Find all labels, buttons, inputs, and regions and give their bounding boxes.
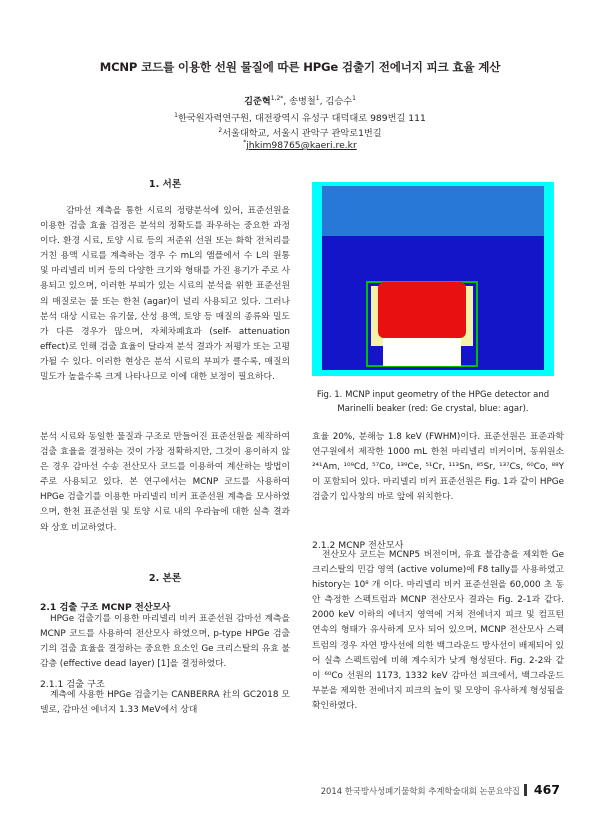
author-3: 김승수 xyxy=(325,96,353,107)
affiliation-2 xyxy=(0,125,600,139)
page-number: 467 xyxy=(533,782,560,797)
author-sep: , xyxy=(283,96,290,107)
author-sep: , xyxy=(319,96,326,107)
affiliation-1 xyxy=(0,110,600,124)
corresponding-email xyxy=(0,140,600,151)
page-footer xyxy=(321,782,560,797)
author-line xyxy=(0,93,600,107)
structure-paragraph: 계측에 사용한 HPGe 검출기는 CANBERRA 社의 GC2018 모델로, 감마선 에너지 1.33 MeV에서 상대 xyxy=(40,690,290,716)
shield-top-cavity xyxy=(322,186,544,236)
section-heading-body: 2. 본론 xyxy=(148,573,182,584)
email-link[interactable]: jhkim98765@kaeri.re.kr xyxy=(246,140,357,151)
simulation-paragraph: 전산모사 코드는 MCNP5 버전이며, 유효 불감층을 제외한 Ge 크리스탈의 민감 영역 (active volume)에 F8 tally를 사용하였고 history는 10⁸ 개 이다. 마리넬리 비커 표준선원을 60,000 초 동안 측정한 스펙트럼과 MCNP 전산모사 결과는 Fig. 2-1과 같다. 2000 keV 이하의 에너지 영역에 거쳐 전에너지 피크 및 컴프턴 연속의 형태가 유사하게 모사 되어 있으며, MCNP 전산모사 스펙트럼의 경우 자연 방사선에 의한 백그라운드 방사선이 배제되어 있어 실측 스펙트럼에 비해 계수치가 낮게 형성된다. Fig. 2-2와 같이 ⁶⁰Co 선원의 1173, 1332 keV 감마선 피크에서, 백그라운드 부분을 제외한 전에너지 피크의 높이 및 모양이 유사하게 형성됨을 확인하였다. xyxy=(312,550,564,711)
subsection-paragraph-mcnp: HPGe 검출기를 이용한 마리넬리 비커 표준선원 감마선 계측을 MCNP 코드를 사용하여 전산모사 하였으며, p-type HPGe 검출기의 검출 효율을 결정하는 중요한 요소인 Ge 크리스탈의 유효 불감층 (effective dead layer) [1]을 결정하였다. xyxy=(40,614,290,670)
author-2-sup: 1 xyxy=(315,95,320,102)
author-3-sup: 1 xyxy=(352,95,356,102)
footer-text: 2014 한국방사성폐기물학회 추계학술대회 논문요약집 xyxy=(320,786,520,796)
author-1: 김준혁 xyxy=(244,96,271,107)
author-1-sup: 1,2* xyxy=(270,95,284,102)
footer-separator xyxy=(524,784,527,796)
paper-title: MCNP 코드를 이용한 선원 물질에 따른 HPGe 검출기 전에너지 피크 효율 계산 xyxy=(99,60,501,74)
right-paragraph-1: 효율 20%, 분해능 1.8 keV (FWHM)이다. 표준선원은 표준과학연구원에서 제작한 1000 mL 한천 마리넬리 비커이며, 동위원소 ²⁴¹Am, ¹⁰⁹Cd, ⁵⁷Co, ¹³⁹Ce, ⁵¹Cr, ¹¹³Sn, ⁸⁵Sr, ¹³⁷Cs, ⁶⁰Co, ⁸⁸Y이 포함되어 있다. 마리넬리 비커 표준선원은 Fig. 1과 같이 HPGe 검출기 입사창의 바로 앞에 위치한다. xyxy=(312,432,564,503)
section-heading-intro: 1. 서론 xyxy=(148,179,182,190)
ge-crystal xyxy=(378,282,466,338)
subsection-heading-mcnp: 2.1 검출 구조 MCNP 전산모사 xyxy=(40,602,171,613)
affiliation-text: 한국원자력연구원, 대전광역시 유성구 대덕대로 989번길 111 xyxy=(177,113,426,124)
figure-caption: Fig. 1. MCNP input geometry of the HPGe detector and Marinelli beaker (red: Ge crystal, blue: agar). xyxy=(316,390,550,414)
subsubsection-heading-structure: 2.1.1 검출 구조 xyxy=(40,679,105,690)
subsubsection-heading-simulation: 2.1.2 MCNP 전산모사 xyxy=(312,540,404,551)
mcnp-geometry-figure xyxy=(312,182,554,376)
author-2: 송병철 xyxy=(289,96,316,107)
intro-paragraph-1: 감마선 계측을 통한 시료의 정량분석에 있어, 표준선원을 이용한 검출 효율 검정은 분석의 정확도를 좌우하는 중요한 과정이다. 환경 시료, 토양 시료 등의 저준위 선원 또는 화학 전처리를 거친 용액 시료를 계측하는 경우 수 mL의 앰플에서 수 L의 원통 및 마리넬리 비커 등의 다양한 크기와 형태를 가진 용기가 주로 사용되고 있으며, 이러한 부피가 있는 시료의 분석을 위한 표준선원의 매질로는 물 또는 한천 (agar)이 널리 사용되고 있다. 그러나 분석 대상 시료는 유기물, 산성 용액, 토양 등 매질의 종류와 밀도가 다른 경우가 많으며, 자체차폐효과 (self- attenuation effect)로 인해 검출 효율이 달라져 분석 결과가 저평가 또는 고평가될 수 있다. 이러한 현상은 분석 시료의 부피가 클수록, 매질의 밀도가 높을수록 크게 나타나므로 이에 대한 보정이 필요하다. xyxy=(40,206,290,383)
affiliation-text: 서울대학교, 서울시 관악구 관악로1번길 xyxy=(222,128,382,139)
affiliation-sup: * xyxy=(243,139,247,146)
intro-paragraph-2: 분석 시료와 동일한 물질과 구조로 만들어진 표준선원을 제작하여 검출 효율을 결정하는 것이 가장 정확하지만, 그것이 용이하지 않은 경우 감마선 수송 전산모사 코드를 이용하여 계산하는 방법이 주로 사용되고 있다. 본 연구에서는 MCNP 코드를 사용하여 HPGe 검출기를 이용한 마리넬리 비커 표준선원 계측을 모사하였으며, 한천 표준선원 및 토양 시료 내의 우라늄에 대한 실측 결과와 상호 비교하였다. xyxy=(40,432,290,533)
affiliation-sup: 1 xyxy=(174,112,178,119)
detector-endcap-lower xyxy=(383,338,461,366)
affiliation-sup: 2 xyxy=(218,127,223,134)
